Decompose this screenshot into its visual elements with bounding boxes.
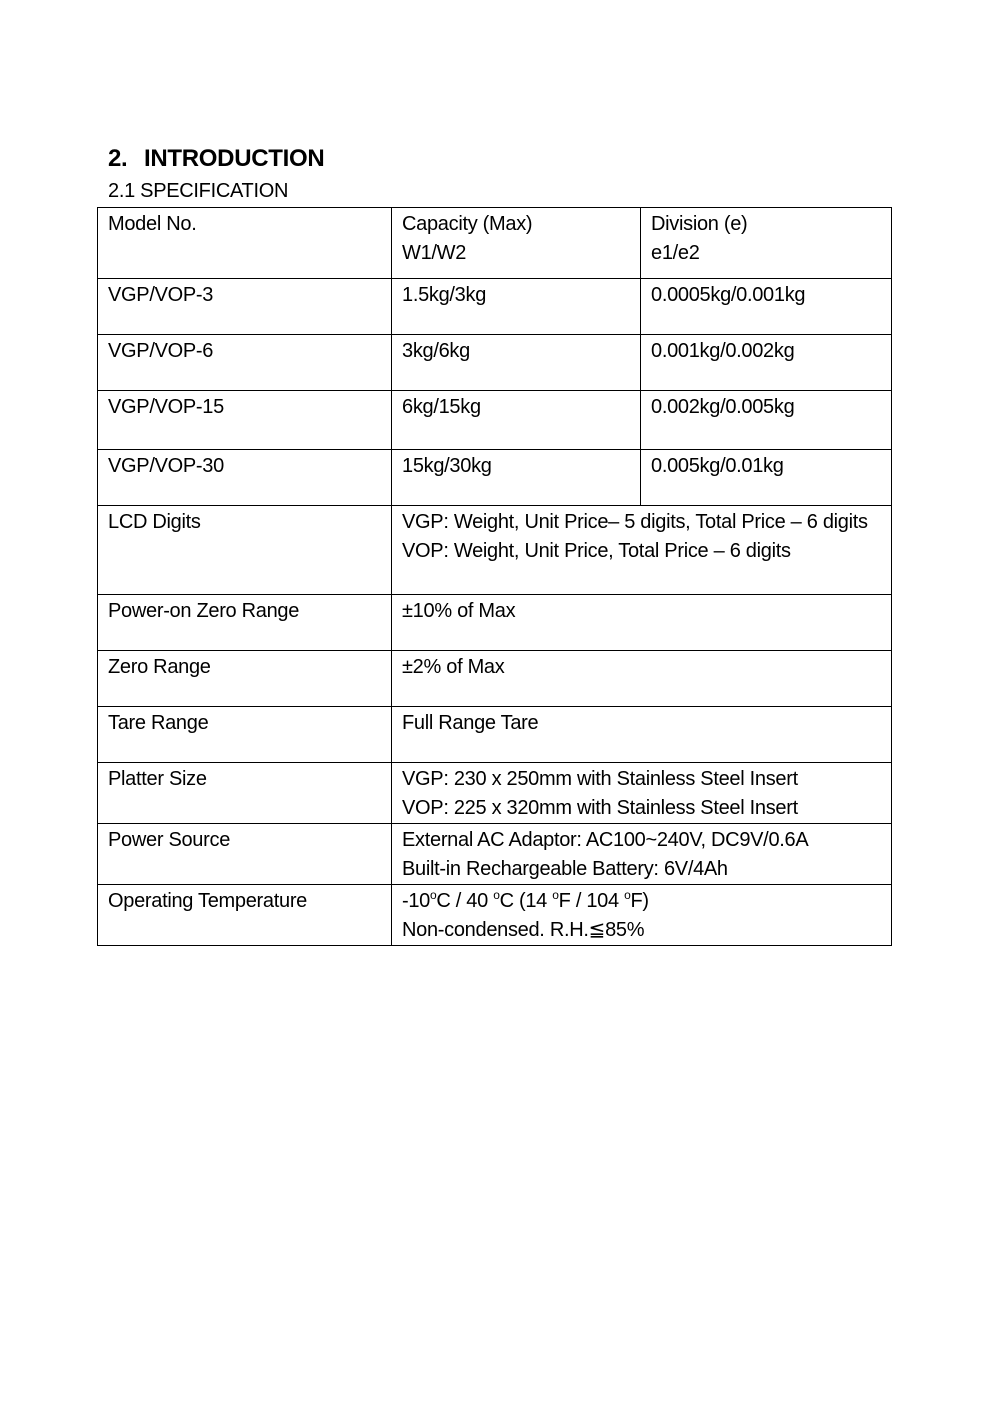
platter-size-value: VGP: 230 x 250mm with Stainless Steel Insert VOP: 225 x 320mm with Stainless Steel Insert <box>392 763 892 824</box>
operating-temp-humidity: Non-condensed. R.H.≦85% <box>402 919 645 941</box>
operating-temp-label: Operating Temperature <box>98 885 392 946</box>
table-row <box>98 763 892 824</box>
model-cell: VGP/VOP-3 <box>98 279 392 335</box>
degree-mark: o <box>493 888 500 902</box>
power-source-value: External AC Adaptor: AC100~240V, DC9V/0.6A Built-in Rechargeable Battery: 6V/4Ah <box>392 824 892 885</box>
power-on-zero-label: Power-on Zero Range <box>98 595 392 651</box>
operating-temp-value <box>392 885 892 946</box>
table-row <box>98 595 892 651</box>
model-cell: VGP/VOP-6 <box>98 335 392 391</box>
temp-text: F) <box>630 890 649 912</box>
capacity-cell: 6kg/15kg <box>392 391 641 450</box>
operating-temp-range <box>402 887 885 916</box>
section-number: 2. <box>108 145 128 172</box>
lcd-digits-vgp: VGP: Weight, Unit Price– 5 digits, Total Price – 6 digits <box>402 511 868 533</box>
division-cell: 0.001kg/0.002kg <box>641 335 892 391</box>
capacity-cell: 3kg/6kg <box>392 335 641 391</box>
temp-text: -10 <box>402 890 431 912</box>
header-capacity: Capacity (Max) W1/W2 <box>392 208 641 279</box>
table-row <box>98 824 892 885</box>
model-cell: VGP/VOP-30 <box>98 450 392 506</box>
power-source-label: Power Source <box>98 824 392 885</box>
division-cell: 0.0005kg/0.001kg <box>641 279 892 335</box>
tare-range-label: Tare Range <box>98 707 392 763</box>
table-row <box>98 506 892 595</box>
header-division: Division (e) e1/e2 <box>641 208 892 279</box>
division-cell: 0.002kg/0.005kg <box>641 391 892 450</box>
lcd-digits-vop: VOP: Weight, Unit Price, Total Price – 6 digits <box>402 540 791 562</box>
table-row <box>98 651 892 707</box>
capacity-cell: 15kg/30kg <box>392 450 641 506</box>
temp-text: C / 40 <box>436 890 494 912</box>
table-row <box>98 885 892 946</box>
table-row <box>98 335 892 391</box>
zero-range-label: Zero Range <box>98 651 392 707</box>
table-row <box>98 279 892 335</box>
zero-range-value: ±2% of Max <box>392 651 892 707</box>
temp-text: C (14 <box>499 890 553 912</box>
division-cell: 0.005kg/0.01kg <box>641 450 892 506</box>
specification-table <box>97 207 892 946</box>
subsection-title: 2.1 SPECIFICATION <box>108 180 289 202</box>
degree-mark: o <box>552 888 559 902</box>
capacity-cell: 1.5kg/3kg <box>392 279 641 335</box>
tare-range-value: Full Range Tare <box>392 707 892 763</box>
degree-mark: o <box>430 888 437 902</box>
degree-mark: o <box>624 888 631 902</box>
table-header-row <box>98 208 892 279</box>
table-row <box>98 450 892 506</box>
platter-size-label: Platter Size <box>98 763 392 824</box>
power-on-zero-value: ±10% of Max <box>392 595 892 651</box>
table-row <box>98 391 892 450</box>
model-cell: VGP/VOP-15 <box>98 391 392 450</box>
table-row <box>98 707 892 763</box>
lcd-digits-label: LCD Digits <box>98 506 392 595</box>
section-heading <box>108 145 324 173</box>
header-model: Model No. <box>98 208 392 279</box>
section-title: INTRODUCTION <box>144 145 325 172</box>
temp-text: F / 104 <box>558 890 625 912</box>
lcd-digits-value <box>392 506 892 595</box>
